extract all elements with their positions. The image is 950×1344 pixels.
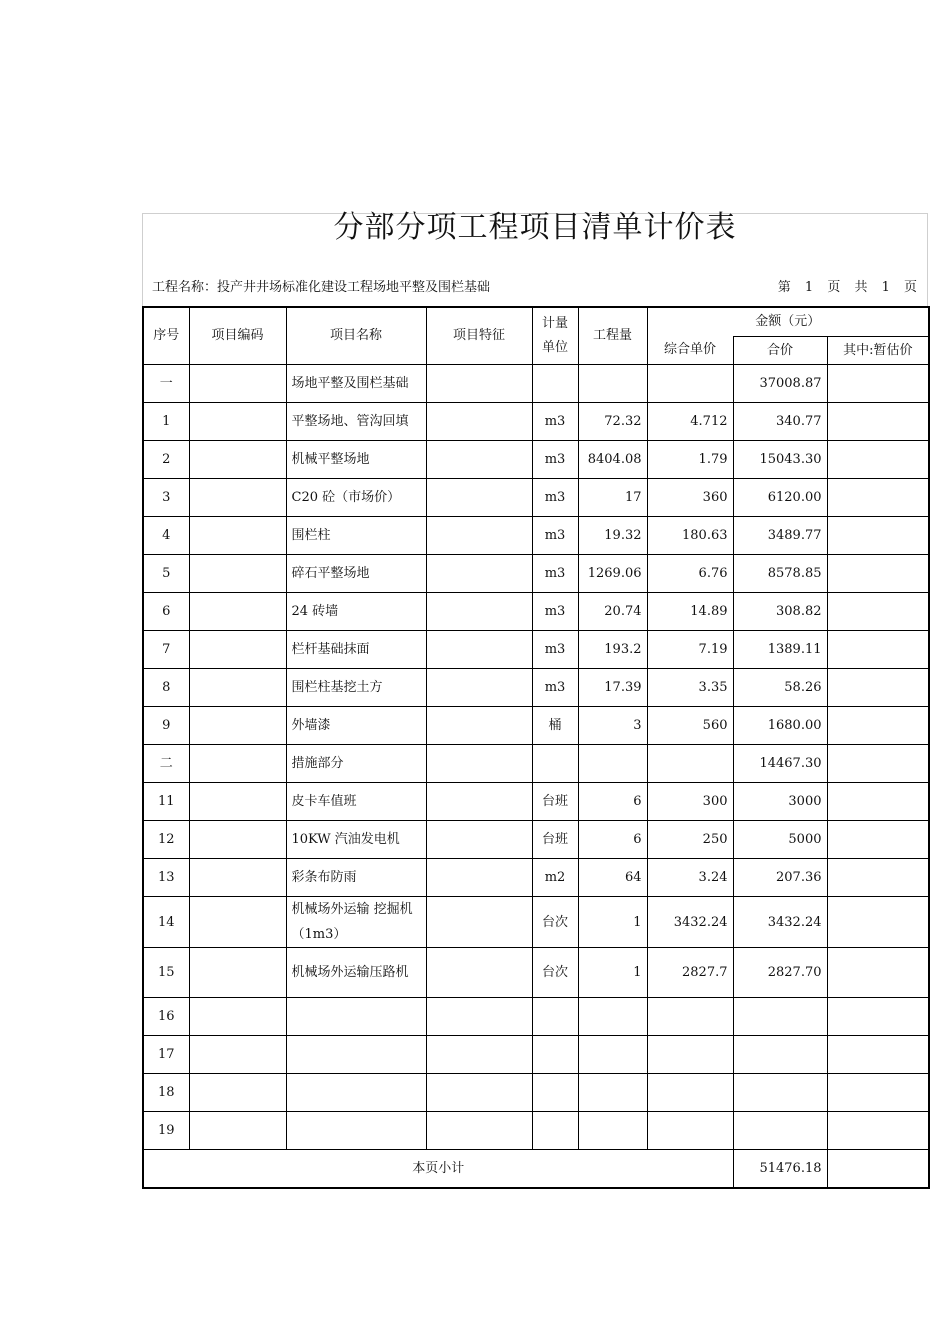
cell-quantity — [578, 998, 647, 1036]
cell-code — [189, 403, 286, 441]
table-row — [143, 365, 929, 403]
cell-feature — [426, 669, 532, 707]
cell-code — [189, 555, 286, 593]
cell-total-price: 2827.70 — [733, 948, 827, 998]
cell-seq: 2 — [143, 441, 189, 479]
cell-unit-price — [647, 1036, 733, 1074]
header-seq: 序号 — [143, 307, 189, 365]
cell-quantity — [578, 745, 647, 783]
cell-unit: 台班 — [532, 821, 578, 859]
cell-code — [189, 1074, 286, 1112]
cell-unit: 桶 — [532, 707, 578, 745]
cell-name: 围栏柱基挖土方 — [286, 669, 426, 707]
cell-unit — [532, 1074, 578, 1112]
table-row — [143, 707, 929, 745]
cell-unit-price — [647, 1074, 733, 1112]
cell-feature — [426, 479, 532, 517]
header-unit — [532, 307, 578, 365]
cell-quantity: 6 — [578, 821, 647, 859]
cell-code — [189, 479, 286, 517]
cell-feature — [426, 1036, 532, 1074]
table-row — [143, 403, 929, 441]
cell-feature — [426, 555, 532, 593]
header-quantity: 工程量 — [578, 307, 647, 365]
cell-quantity: 1269.06 — [578, 555, 647, 593]
cell-feature — [426, 631, 532, 669]
cell-seq: 13 — [143, 859, 189, 897]
table-row — [143, 897, 929, 948]
cell-unit: m3 — [532, 403, 578, 441]
cell-quantity: 20.74 — [578, 593, 647, 631]
cell-seq: 9 — [143, 707, 189, 745]
cell-provisional — [827, 745, 929, 783]
cell-seq: 1 — [143, 403, 189, 441]
cell-seq: 一 — [143, 365, 189, 403]
cell-feature — [426, 897, 532, 948]
cell-name: 平整场地、管沟回填 — [286, 403, 426, 441]
cell-unit-price: 3.35 — [647, 669, 733, 707]
cell-feature — [426, 403, 532, 441]
cell-seq: 19 — [143, 1112, 189, 1150]
cell-unit-price: 4.712 — [647, 403, 733, 441]
cell-seq: 16 — [143, 998, 189, 1036]
cell-quantity: 17 — [578, 479, 647, 517]
cell-seq: 4 — [143, 517, 189, 555]
cell-unit: m3 — [532, 479, 578, 517]
table-row — [143, 631, 929, 669]
header-amount-group: 金额（元） — [647, 307, 929, 337]
cell-unit — [532, 365, 578, 403]
cell-quantity: 3 — [578, 707, 647, 745]
header-code: 项目编码 — [189, 307, 286, 365]
cell-name: 彩条布防雨 — [286, 859, 426, 897]
cell-seq: 3 — [143, 479, 189, 517]
cell-unit-price: 3.24 — [647, 859, 733, 897]
header-unit-line1: 计量 — [541, 316, 568, 331]
cell-provisional — [827, 669, 929, 707]
cell-unit: 台班 — [532, 783, 578, 821]
cell-unit: m3 — [532, 593, 578, 631]
cell-feature — [426, 517, 532, 555]
cell-unit — [532, 1112, 578, 1150]
cell-quantity: 17.39 — [578, 669, 647, 707]
cell-feature — [426, 948, 532, 998]
cell-quantity — [578, 1112, 647, 1150]
table-row — [143, 1036, 929, 1074]
cell-name — [286, 998, 426, 1036]
cell-unit: m3 — [532, 631, 578, 669]
cell-provisional — [827, 365, 929, 403]
cell-quantity: 193.2 — [578, 631, 647, 669]
header-provisional: 其中:暂估价 — [827, 337, 929, 365]
table-row — [143, 669, 929, 707]
cell-feature — [426, 1074, 532, 1112]
cell-unit-price: 3432.24 — [647, 897, 733, 948]
cell-quantity — [578, 1036, 647, 1074]
table-row — [143, 821, 929, 859]
cell-total-price: 3000 — [733, 783, 827, 821]
project-name: 工程名称：投产井井场标准化建设工程场地平整及围栏基础 — [152, 280, 491, 295]
cell-quantity — [578, 365, 647, 403]
cell-feature — [426, 998, 532, 1036]
table-row — [143, 783, 929, 821]
cell-code — [189, 441, 286, 479]
cell-seq: 7 — [143, 631, 189, 669]
cell-name: 机械场外运输 挖掘机（1m3） — [286, 897, 426, 948]
cell-provisional — [827, 859, 929, 897]
cell-code — [189, 1036, 286, 1074]
cell-code — [189, 631, 286, 669]
cell-name — [286, 1112, 426, 1150]
cell-unit-price: 2827.7 — [647, 948, 733, 998]
table-row — [143, 1112, 929, 1150]
cell-provisional — [827, 1074, 929, 1112]
cell-name: 外墙漆 — [286, 707, 426, 745]
cell-total-price: 37008.87 — [733, 365, 827, 403]
cell-code — [189, 998, 286, 1036]
cell-provisional — [827, 479, 929, 517]
cell-unit: 台次 — [532, 897, 578, 948]
cell-provisional — [827, 631, 929, 669]
cell-total-price: 58.26 — [733, 669, 827, 707]
header-total-price: 合价 — [733, 337, 827, 365]
cell-name — [286, 1036, 426, 1074]
cell-name: 皮卡车值班 — [286, 783, 426, 821]
header-unit-line2: 单位 — [541, 340, 568, 355]
cell-provisional — [827, 403, 929, 441]
table-row — [143, 441, 929, 479]
cell-name: 10KW 汽油发电机 — [286, 821, 426, 859]
cell-feature — [426, 593, 532, 631]
cell-provisional — [827, 821, 929, 859]
cell-provisional — [827, 1036, 929, 1074]
cell-seq: 17 — [143, 1036, 189, 1074]
cell-total-price — [733, 1112, 827, 1150]
cell-unit-price: 7.19 — [647, 631, 733, 669]
cell-unit-price: 250 — [647, 821, 733, 859]
subtotal-total: 51476.18 — [733, 1150, 827, 1189]
cell-unit-price — [647, 745, 733, 783]
cell-seq: 14 — [143, 897, 189, 948]
cell-seq: 5 — [143, 555, 189, 593]
cell-total-price: 308.82 — [733, 593, 827, 631]
table-body — [143, 365, 929, 1150]
cell-total-price: 3489.77 — [733, 517, 827, 555]
cell-code — [189, 859, 286, 897]
cell-seq: 18 — [143, 1074, 189, 1112]
cell-unit-price: 6.76 — [647, 555, 733, 593]
table-row — [143, 555, 929, 593]
cell-code — [189, 365, 286, 403]
cell-unit — [532, 998, 578, 1036]
cell-name: 24 砖墙 — [286, 593, 426, 631]
cell-quantity — [578, 1074, 647, 1112]
cell-total-price — [733, 1036, 827, 1074]
cell-total-price: 207.36 — [733, 859, 827, 897]
page-title: 分部分项工程项目清单计价表 — [333, 210, 737, 245]
table-row — [143, 479, 929, 517]
page-info: 第 1 页 共 1 页 — [777, 280, 918, 295]
cell-seq: 8 — [143, 669, 189, 707]
cell-code — [189, 897, 286, 948]
cell-code — [189, 821, 286, 859]
cell-quantity: 64 — [578, 859, 647, 897]
cell-provisional — [827, 593, 929, 631]
cell-unit-price: 560 — [647, 707, 733, 745]
cell-feature — [426, 1112, 532, 1150]
cell-code — [189, 783, 286, 821]
table-row — [143, 745, 929, 783]
cell-quantity: 1 — [578, 948, 647, 998]
cell-total-price: 1389.11 — [733, 631, 827, 669]
cell-seq: 12 — [143, 821, 189, 859]
cell-unit: m3 — [532, 555, 578, 593]
cell-code — [189, 517, 286, 555]
cell-unit: 台次 — [532, 948, 578, 998]
header-row-top — [143, 307, 929, 337]
cell-total-price: 6120.00 — [733, 479, 827, 517]
cell-unit-price: 14.89 — [647, 593, 733, 631]
cell-name: 场地平整及围栏基础 — [286, 365, 426, 403]
header-unit-price: 综合单价 — [647, 337, 733, 365]
cell-name: 碎石平整场地 — [286, 555, 426, 593]
cell-seq: 11 — [143, 783, 189, 821]
cell-name: 围栏柱 — [286, 517, 426, 555]
cell-provisional — [827, 441, 929, 479]
subtotal-label: 本页小计 — [143, 1150, 733, 1189]
header-feature: 项目特征 — [426, 307, 532, 365]
cell-unit-price: 180.63 — [647, 517, 733, 555]
cell-seq: 二 — [143, 745, 189, 783]
cell-quantity: 6 — [578, 783, 647, 821]
subtotal-row — [143, 1150, 929, 1189]
cell-total-price: 8578.85 — [733, 555, 827, 593]
cell-provisional — [827, 555, 929, 593]
cell-name: 措施部分 — [286, 745, 426, 783]
cell-feature — [426, 745, 532, 783]
cell-unit-price: 1.79 — [647, 441, 733, 479]
cell-feature — [426, 821, 532, 859]
cell-unit-price: 300 — [647, 783, 733, 821]
cell-name: 机械场外运输压路机 — [286, 948, 426, 998]
cell-total-price: 15043.30 — [733, 441, 827, 479]
cell-name: 栏杆基础抹面 — [286, 631, 426, 669]
cell-quantity: 8404.08 — [578, 441, 647, 479]
cell-feature — [426, 707, 532, 745]
cell-total-price: 340.77 — [733, 403, 827, 441]
cell-provisional — [827, 1112, 929, 1150]
cell-unit-price: 360 — [647, 479, 733, 517]
header-name: 项目名称 — [286, 307, 426, 365]
table-row — [143, 998, 929, 1036]
cell-unit-price — [647, 365, 733, 403]
cell-provisional — [827, 707, 929, 745]
cell-total-price — [733, 998, 827, 1036]
cell-total-price — [733, 1074, 827, 1112]
cell-unit-price — [647, 998, 733, 1036]
cell-code — [189, 948, 286, 998]
table-row — [143, 948, 929, 998]
cell-quantity: 72.32 — [578, 403, 647, 441]
cell-provisional — [827, 517, 929, 555]
cell-total-price: 1680.00 — [733, 707, 827, 745]
cell-unit: m3 — [532, 441, 578, 479]
table-row — [143, 593, 929, 631]
cell-code — [189, 707, 286, 745]
cell-code — [189, 745, 286, 783]
cell-unit: m3 — [532, 669, 578, 707]
cell-unit — [532, 745, 578, 783]
table-row — [143, 517, 929, 555]
subtotal-provisional — [827, 1150, 929, 1189]
cell-feature — [426, 783, 532, 821]
cell-provisional — [827, 783, 929, 821]
cell-provisional — [827, 998, 929, 1036]
cell-name — [286, 1074, 426, 1112]
cell-quantity: 1 — [578, 897, 647, 948]
table-row — [143, 1074, 929, 1112]
cell-unit: m3 — [532, 517, 578, 555]
cell-name: C20 砼（市场价） — [286, 479, 426, 517]
cell-unit — [532, 1036, 578, 1074]
table-row — [143, 859, 929, 897]
cell-feature — [426, 365, 532, 403]
cell-feature — [426, 859, 532, 897]
cell-total-price: 3432.24 — [733, 897, 827, 948]
cell-total-price: 14467.30 — [733, 745, 827, 783]
cell-unit-price — [647, 1112, 733, 1150]
cell-seq: 15 — [143, 948, 189, 998]
cell-feature — [426, 441, 532, 479]
cell-name: 机械平整场地 — [286, 441, 426, 479]
cell-unit: m2 — [532, 859, 578, 897]
cell-code — [189, 669, 286, 707]
cell-provisional — [827, 897, 929, 948]
cell-code — [189, 593, 286, 631]
cell-provisional — [827, 948, 929, 998]
cell-code — [189, 1112, 286, 1150]
cell-total-price: 5000 — [733, 821, 827, 859]
cell-seq: 6 — [143, 593, 189, 631]
cell-quantity: 19.32 — [578, 517, 647, 555]
pricing-table — [142, 306, 930, 1189]
